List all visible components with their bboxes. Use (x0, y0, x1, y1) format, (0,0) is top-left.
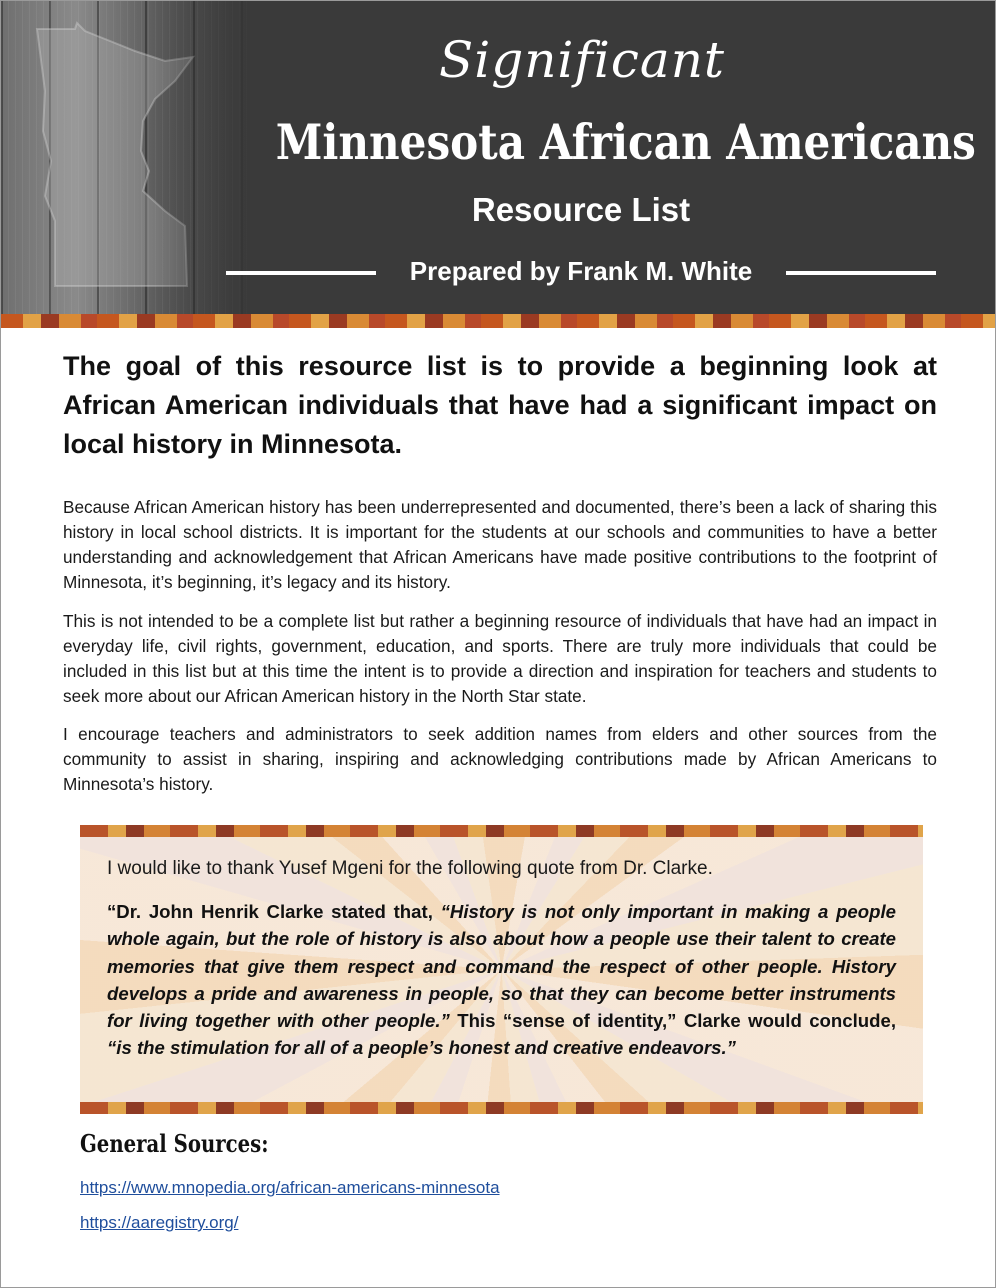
script-title: Significant (438, 31, 726, 89)
quote-part-2: “is the stimulation for all of a people’s honest and creative endeavors.” (107, 1037, 736, 1059)
divider-right (786, 271, 936, 275)
wood-fade (151, 1, 271, 314)
subtitle: Resource List (471, 191, 691, 228)
paragraph-3: I encourage teachers and administrators to seek addition names from elders and other sources from the community to assist in sharing, inspiring and acknowledging contributions made by African Americans to Minnesota’s history. (63, 724, 937, 794)
quote-intro: “Dr. John Henrik Clarke stated that, (107, 901, 441, 922)
source-link-mnopedia[interactable]: https://www.mnopedia.org/african-americans-minnesota (80, 1178, 500, 1197)
quote-band-top (80, 825, 923, 837)
prepared-by: Prepared by Frank M. White (409, 256, 753, 286)
sources-heading: General Sources: (80, 1129, 269, 1158)
quote-band-bottom (80, 1102, 923, 1114)
lead-statement: The goal of this resource list is to provide a beginning look at African American individuals that have had a significant impact on local history in Minnesota. (63, 351, 937, 459)
quote-box (80, 825, 923, 1114)
quote-mid: This “sense of identity,” Clarke would conclude, (449, 1010, 896, 1032)
quote-part-1: “History is not only important in making a people whole again, but the role of history is also about how a people use their talent to create memories that give them respect and command the respect of other people. History develops a pride and awareness in people, so that they can become better instruments for living together with other people.” (107, 901, 896, 1032)
divider-left (226, 271, 376, 275)
thanks-line: I would like to thank Yusef Mgeni for the following quote from Dr. Clarke. (107, 858, 713, 879)
main-title: Minnesota African Americans (275, 113, 976, 171)
paragraph-1: Because African American history has been underrepresented and documented, there’s been a lack of sharing this history in local school districts. It is important for the students at our schools and communities to have a better understanding and acknowledgement that African Americans have made positive contributions to the footprint of Minnesota, it’s beginning, it’s legacy and its history. (63, 497, 937, 592)
source-link-aaregistry[interactable]: https://aaregistry.org/ (80, 1213, 239, 1232)
decorative-stripe (1, 314, 995, 328)
paragraph-2: This is not intended to be a complete list but rather a beginning resource of individuals that have had an impact in everyday life, civil rights, government, education, and sports. There are truly more individuals that could be included in this list but at this time the intent is to provide a direction and inspiration for teachers and students to seek more about our African American history in the North Star state. (63, 611, 937, 706)
clarke-quote (107, 898, 896, 1062)
header-banner (1, 1, 995, 314)
